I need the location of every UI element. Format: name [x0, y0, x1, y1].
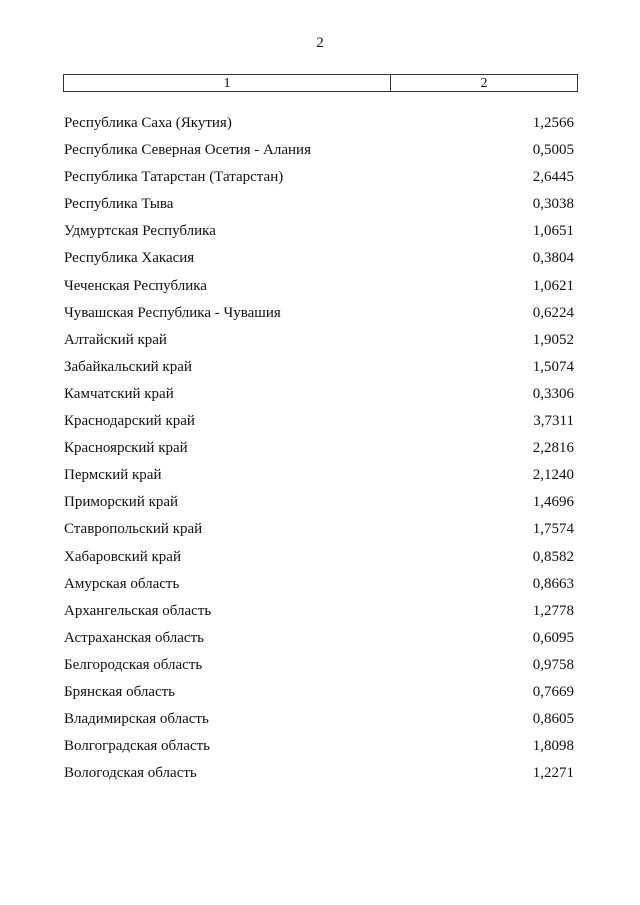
coefficient-value: 2,6445: [532, 169, 574, 186]
coefficient-value: 1,5074: [532, 358, 574, 375]
table-row: [0, 303, 640, 330]
coefficient-value: 2,2816: [532, 440, 574, 457]
region-name: Краснодарский край: [64, 413, 195, 430]
table-row: [0, 248, 640, 275]
region-name: Алтайский край: [64, 331, 167, 348]
coefficient-value: 0,8605: [532, 711, 574, 728]
region-name: Чувашская Республика - Чувашия: [64, 304, 281, 321]
region-name: Ставропольский край: [64, 521, 203, 538]
table-row: [0, 763, 640, 790]
region-name: Астраханская область: [64, 629, 204, 646]
region-name: Забайкальский край: [64, 358, 192, 375]
coefficient-value: 1,0651: [532, 223, 574, 240]
table-row: [0, 330, 640, 357]
region-name: Амурская область: [64, 575, 180, 592]
coefficient-value: 0,8663: [532, 575, 574, 592]
region-name: Хабаровский край: [64, 548, 181, 565]
coefficient-value: 1,0621: [532, 277, 574, 294]
coefficient-value: 1,9052: [532, 331, 574, 348]
coefficient-value: 0,3804: [532, 250, 574, 267]
table-row: [0, 574, 640, 601]
coefficient-value: 1,7574: [532, 521, 574, 538]
coefficient-value: 0,6224: [532, 304, 574, 321]
region-name: Республика Северная Осетия - Алания: [64, 142, 311, 159]
table-row: [0, 655, 640, 682]
region-name: Владимирская область: [64, 711, 209, 728]
column-header-1: 1: [64, 75, 391, 91]
table-row: [0, 194, 640, 221]
region-name: Архангельская область: [64, 602, 212, 619]
table-row: [0, 357, 640, 384]
region-name: Удмуртская Республика: [64, 223, 216, 240]
table-row: [0, 547, 640, 574]
region-name: Республика Татарстан (Татарстан): [64, 169, 284, 186]
table-row: [0, 628, 640, 655]
coefficient-value: 1,2271: [532, 765, 574, 782]
table-row: [0, 438, 640, 465]
coefficient-value: 3,7311: [533, 413, 574, 430]
page-number: 2: [316, 35, 324, 51]
region-name: Вологодская область: [64, 765, 197, 782]
table-body: [0, 113, 640, 790]
region-name: Республика Тыва: [64, 196, 174, 213]
coefficient-value: 0,6095: [532, 629, 574, 646]
coefficient-value: 0,7669: [532, 683, 574, 700]
region-name: Пермский край: [64, 467, 162, 484]
region-name: Приморский край: [64, 494, 179, 511]
table-row: [0, 221, 640, 248]
region-name: Чеченская Республика: [64, 277, 207, 294]
table-row: [0, 682, 640, 709]
region-name: Республика Саха (Якутия): [64, 115, 232, 131]
table-row: [0, 384, 640, 411]
table-row: [0, 140, 640, 167]
table-row: [0, 736, 640, 763]
region-name: Волгоградская область: [64, 738, 210, 755]
table-row: [0, 167, 640, 194]
column-header-2: 2: [480, 76, 488, 91]
region-name: Республика Хакасия: [64, 250, 195, 267]
table-row: [0, 276, 640, 303]
table-row: [0, 465, 640, 492]
table-row: [0, 113, 640, 140]
coefficient-value: 1,8098: [532, 738, 574, 755]
table-header: [63, 74, 578, 92]
coefficient-value: 0,3038: [532, 196, 574, 213]
table-row: [0, 411, 640, 438]
coefficient-value: 1,4696: [532, 494, 574, 511]
coefficient-value: 1,2566: [532, 115, 574, 131]
coefficient-value: 2,1240: [532, 467, 574, 484]
table-row: [0, 519, 640, 546]
region-name: Камчатский край: [64, 385, 174, 402]
region-name: Брянская область: [64, 683, 176, 700]
table-row: [0, 601, 640, 628]
coefficient-value: 1,2778: [532, 602, 574, 619]
coefficient-value: 0,9758: [532, 656, 574, 673]
region-name: Белгородская область: [64, 656, 203, 673]
table-row: [0, 709, 640, 736]
coefficient-value: 0,5005: [532, 142, 574, 159]
coefficient-value: 0,8582: [532, 548, 574, 565]
coefficient-value: 0,3306: [532, 385, 574, 402]
region-name: Красноярский край: [64, 440, 188, 457]
table-row: [0, 492, 640, 519]
